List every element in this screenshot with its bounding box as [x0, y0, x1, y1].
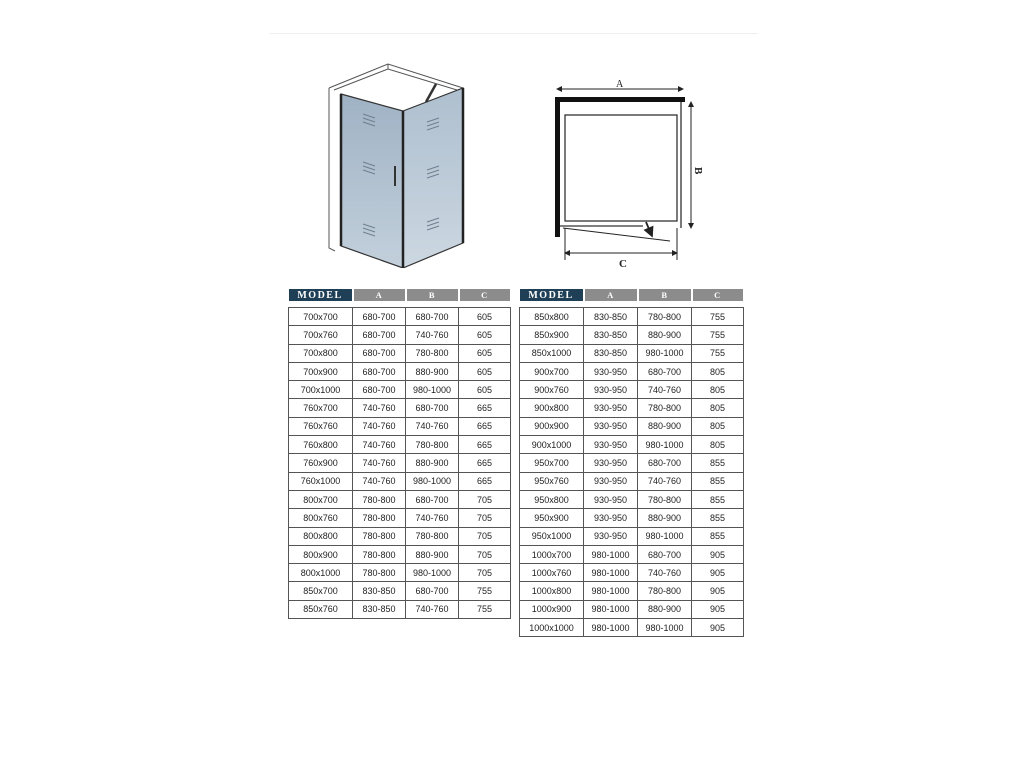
model-cell: 800x900: [289, 545, 353, 563]
b-cell: 680-700: [406, 582, 459, 600]
model-cell: 800x1000: [289, 564, 353, 582]
b-cell: 980-1000: [406, 472, 459, 490]
table-row: [520, 564, 744, 582]
c-cell: 855: [692, 454, 744, 472]
model-cell: 800x800: [289, 527, 353, 545]
c-cell: 755: [692, 344, 744, 362]
c-cell: 605: [459, 344, 511, 362]
b-cell: 880-900: [406, 454, 459, 472]
door-swing-line: [563, 228, 670, 241]
model-cell: 700x700: [289, 308, 353, 326]
b-cell: 780-800: [406, 527, 459, 545]
c-cell: 605: [459, 326, 511, 344]
b-cell: 880-900: [638, 417, 692, 435]
c-cell: 805: [692, 399, 744, 417]
b-cell: 680-700: [406, 399, 459, 417]
table-row: [520, 600, 744, 618]
column-header-c: C: [692, 289, 744, 301]
a-cell: 680-700: [353, 362, 406, 380]
c-cell: 705: [459, 527, 511, 545]
a-cell: 680-700: [353, 381, 406, 399]
dimension-label-a: A: [616, 79, 624, 90]
table-row: [520, 417, 744, 435]
c-cell: 665: [459, 454, 511, 472]
b-cell: 780-800: [638, 582, 692, 600]
model-cell: 700x900: [289, 362, 353, 380]
b-cell: 740-760: [406, 417, 459, 435]
column-header-b: B: [638, 289, 692, 301]
b-cell: 740-760: [406, 326, 459, 344]
b-cell: 880-900: [638, 509, 692, 527]
model-cell: 900x760: [520, 381, 584, 399]
a-cell: 680-700: [353, 326, 406, 344]
c-cell: 705: [459, 509, 511, 527]
a-cell: 930-950: [584, 436, 638, 454]
a-cell: 780-800: [353, 509, 406, 527]
model-cell: 760x700: [289, 399, 353, 417]
table-row: [520, 582, 744, 600]
c-cell: 755: [459, 582, 511, 600]
b-cell: 740-760: [638, 472, 692, 490]
b-cell: 680-700: [638, 362, 692, 380]
c-cell: 665: [459, 417, 511, 435]
table-row: [520, 308, 744, 326]
back-wall: [555, 97, 685, 102]
a-cell: 740-760: [353, 454, 406, 472]
model-cell: 760x760: [289, 417, 353, 435]
model-cell: 760x1000: [289, 472, 353, 490]
b-cell: 740-760: [638, 381, 692, 399]
table-row: [289, 527, 511, 545]
table-body-right: [520, 301, 744, 637]
model-cell: 950x700: [520, 454, 584, 472]
a-cell: 980-1000: [584, 564, 638, 582]
c-cell: 855: [692, 509, 744, 527]
model-cell: 760x900: [289, 454, 353, 472]
model-cell: 1000x700: [520, 545, 584, 563]
table-row: [289, 600, 511, 618]
size-table-right: [519, 289, 745, 637]
table-row: [520, 362, 744, 380]
a-cell: 830-850: [353, 582, 406, 600]
model-cell: 900x1000: [520, 436, 584, 454]
c-cell: 905: [692, 564, 744, 582]
c-cell: 905: [692, 600, 744, 618]
column-header-model: MODEL: [289, 289, 353, 301]
c-cell: 805: [692, 417, 744, 435]
model-cell: 850x1000: [520, 344, 584, 362]
b-cell: 880-900: [406, 362, 459, 380]
table-row: [289, 399, 511, 417]
table-row: [289, 308, 511, 326]
c-cell: 855: [692, 472, 744, 490]
a-cell: 830-850: [584, 308, 638, 326]
model-cell: 850x800: [520, 308, 584, 326]
c-cell: 755: [459, 600, 511, 618]
a-cell: 740-760: [353, 472, 406, 490]
column-header-c: C: [459, 289, 511, 301]
model-cell: 800x700: [289, 490, 353, 508]
a-cell: 740-760: [353, 436, 406, 454]
table-row: [520, 399, 744, 417]
c-cell: 605: [459, 381, 511, 399]
door-swing-arrow: [646, 222, 652, 236]
c-cell: 605: [459, 308, 511, 326]
size-table-left: [288, 289, 512, 619]
table-row: [289, 454, 511, 472]
a-cell: 780-800: [353, 527, 406, 545]
b-cell: 880-900: [638, 600, 692, 618]
b-cell: 780-800: [638, 399, 692, 417]
a-cell: 980-1000: [584, 600, 638, 618]
table-row: [289, 417, 511, 435]
model-cell: 850x700: [289, 582, 353, 600]
model-cell: 1000x800: [520, 582, 584, 600]
b-cell: 980-1000: [406, 381, 459, 399]
table-row: [289, 472, 511, 490]
model-cell: 760x800: [289, 436, 353, 454]
a-cell: 930-950: [584, 472, 638, 490]
a-cell: 980-1000: [584, 545, 638, 563]
a-cell: 930-950: [584, 362, 638, 380]
table-row: [289, 509, 511, 527]
a-cell: 930-950: [584, 417, 638, 435]
b-cell: 780-800: [406, 344, 459, 362]
a-cell: 930-950: [584, 527, 638, 545]
table-row: [289, 490, 511, 508]
door-glass-panel: [341, 94, 403, 268]
a-cell: 680-700: [353, 344, 406, 362]
c-cell: 665: [459, 472, 511, 490]
table-row: [289, 381, 511, 399]
model-cell: 950x760: [520, 472, 584, 490]
table-row: [520, 490, 744, 508]
model-cell: 950x1000: [520, 527, 584, 545]
model-cell: 950x800: [520, 490, 584, 508]
table-row: [289, 545, 511, 563]
a-cell: 930-950: [584, 381, 638, 399]
table-row: [520, 436, 744, 454]
dimension-label-c: C: [619, 258, 627, 270]
c-cell: 805: [692, 436, 744, 454]
c-cell: 805: [692, 381, 744, 399]
c-cell: 755: [692, 326, 744, 344]
a-cell: 830-850: [584, 326, 638, 344]
table-row: [289, 344, 511, 362]
b-cell: 680-700: [638, 545, 692, 563]
model-cell: 700x760: [289, 326, 353, 344]
table-row: [520, 454, 744, 472]
c-cell: 905: [692, 545, 744, 563]
table-row: [520, 472, 744, 490]
table-row: [520, 545, 744, 563]
shower-enclosure-illustration: [323, 58, 473, 268]
column-header-b: B: [406, 289, 459, 301]
c-cell: 705: [459, 490, 511, 508]
a-cell: 780-800: [353, 490, 406, 508]
a-cell: 980-1000: [584, 619, 638, 637]
a-cell: 930-950: [584, 490, 638, 508]
table-row: [520, 619, 744, 637]
c-cell: 805: [692, 362, 744, 380]
b-cell: 880-900: [638, 326, 692, 344]
b-cell: 680-700: [406, 308, 459, 326]
table-row: [289, 582, 511, 600]
model-cell: 950x900: [520, 509, 584, 527]
b-cell: 980-1000: [638, 436, 692, 454]
c-cell: 905: [692, 582, 744, 600]
b-cell: 780-800: [638, 308, 692, 326]
dimension-label-b: B: [692, 167, 704, 175]
a-cell: 930-950: [584, 454, 638, 472]
table-row: [520, 381, 744, 399]
table-row: [520, 344, 744, 362]
b-cell: 740-760: [638, 564, 692, 582]
model-cell: 1000x900: [520, 600, 584, 618]
model-cell: 1000x1000: [520, 619, 584, 637]
a-cell: 780-800: [353, 564, 406, 582]
model-cell: 850x900: [520, 326, 584, 344]
a-cell: 780-800: [353, 545, 406, 563]
table-row: [520, 326, 744, 344]
column-header-a: A: [353, 289, 406, 301]
a-cell: 930-950: [584, 509, 638, 527]
c-cell: 665: [459, 436, 511, 454]
model-cell: 900x800: [520, 399, 584, 417]
model-cell: 900x700: [520, 362, 584, 380]
b-cell: 740-760: [406, 509, 459, 527]
a-cell: 740-760: [353, 417, 406, 435]
b-cell: 880-900: [406, 545, 459, 563]
left-wall: [555, 97, 560, 237]
b-cell: 780-800: [406, 436, 459, 454]
top-view-dimension-diagram: [545, 78, 715, 270]
a-cell: 740-760: [353, 399, 406, 417]
model-cell: 700x800: [289, 344, 353, 362]
a-cell: 680-700: [353, 308, 406, 326]
tray-outline: [565, 115, 677, 221]
table-row: [520, 527, 744, 545]
model-cell: 700x1000: [289, 381, 353, 399]
a-cell: 980-1000: [584, 582, 638, 600]
table-row: [289, 362, 511, 380]
table-row: [289, 326, 511, 344]
c-cell: 755: [692, 308, 744, 326]
c-cell: 665: [459, 399, 511, 417]
model-cell: 1000x760: [520, 564, 584, 582]
c-cell: 855: [692, 490, 744, 508]
b-cell: 980-1000: [638, 619, 692, 637]
table-row: [520, 509, 744, 527]
c-cell: 855: [692, 527, 744, 545]
column-header-a: A: [584, 289, 638, 301]
column-header-model: MODEL: [520, 289, 584, 301]
c-cell: 705: [459, 564, 511, 582]
table-body-left: [289, 301, 511, 619]
model-cell: 850x760: [289, 600, 353, 618]
table-row: [289, 564, 511, 582]
a-cell: 830-850: [584, 344, 638, 362]
a-cell: 930-950: [584, 399, 638, 417]
b-cell: 740-760: [406, 600, 459, 618]
b-cell: 980-1000: [406, 564, 459, 582]
c-cell: 705: [459, 545, 511, 563]
model-cell: 800x760: [289, 509, 353, 527]
table-row: [289, 436, 511, 454]
a-cell: 830-850: [353, 600, 406, 618]
model-cell: 900x900: [520, 417, 584, 435]
b-cell: 980-1000: [638, 344, 692, 362]
side-glass-panel: [403, 88, 463, 268]
b-cell: 980-1000: [638, 527, 692, 545]
b-cell: 680-700: [406, 490, 459, 508]
b-cell: 680-700: [638, 454, 692, 472]
c-cell: 605: [459, 362, 511, 380]
b-cell: 780-800: [638, 490, 692, 508]
c-cell: 905: [692, 619, 744, 637]
